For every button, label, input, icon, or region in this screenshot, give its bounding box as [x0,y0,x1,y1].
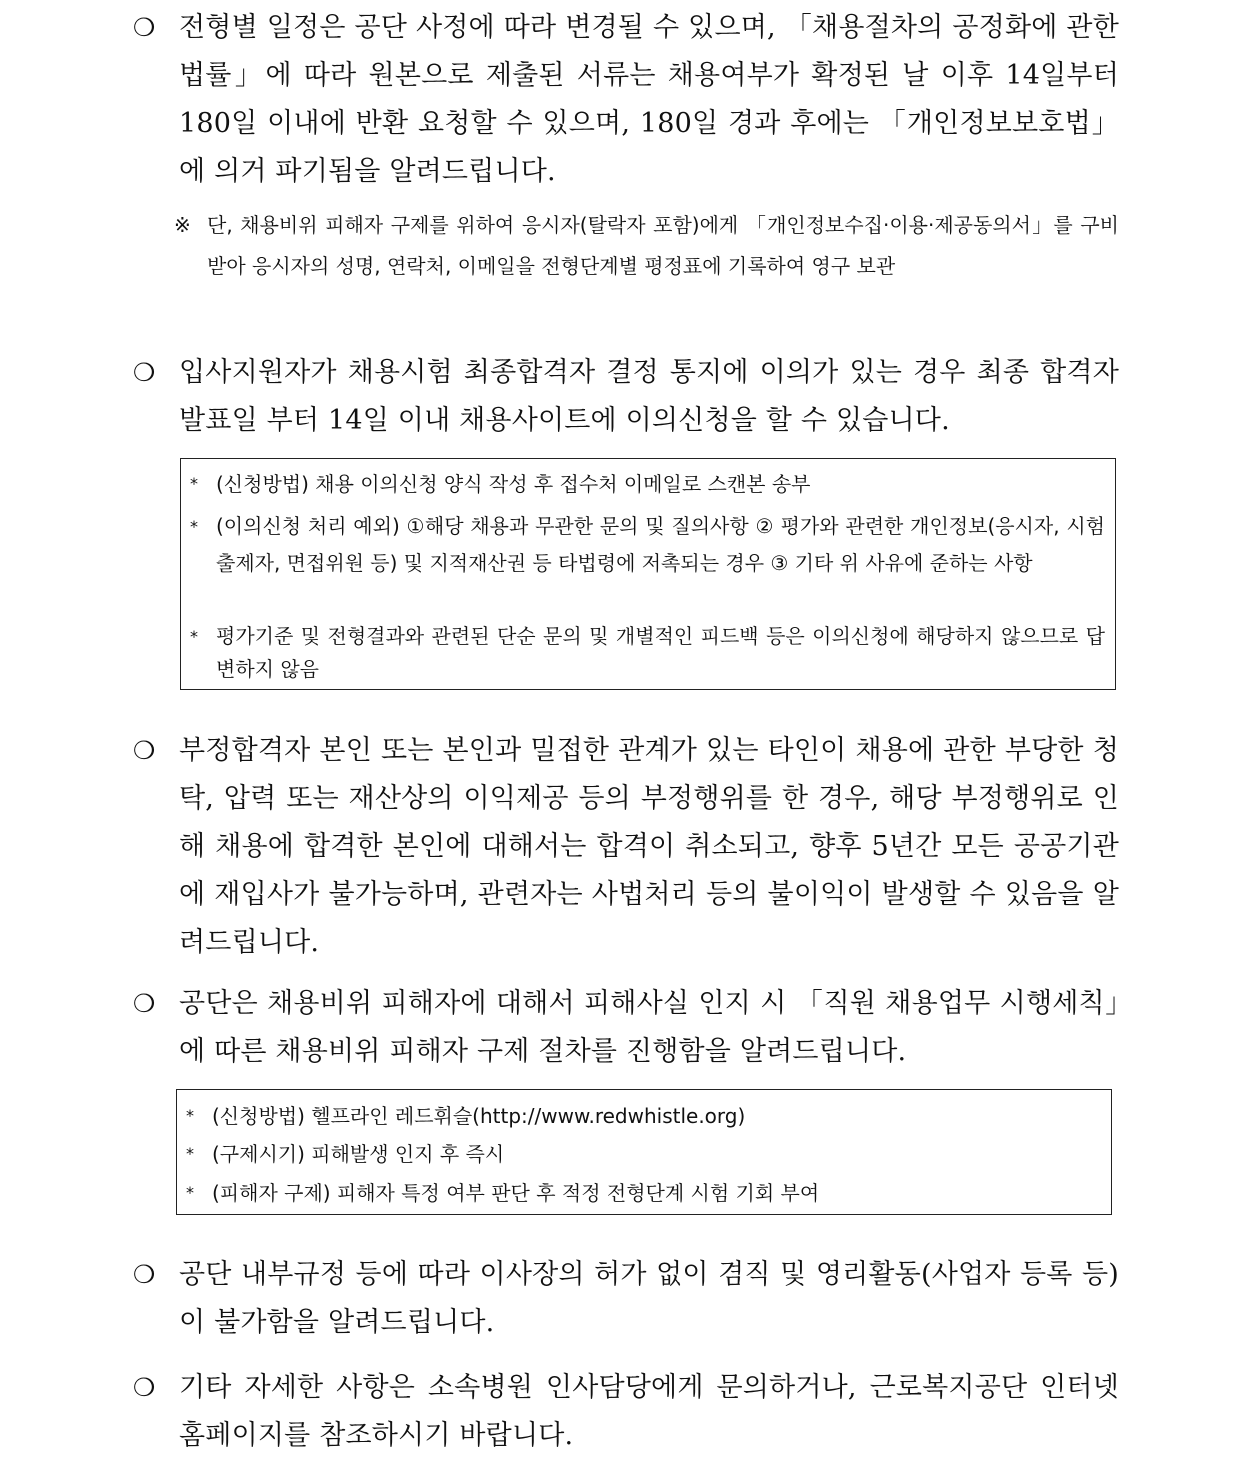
box-item-text: 평가기준 및 전형결과와 관련된 단순 문의 및 개별적인 피드백 등은 이의신청에 해당하지 않으므로 답변하지 않음 [216,624,1105,681]
circle-bullet-icon: ❍ [133,736,156,765]
box-item-text: (신청방법) 헬프라인 레드휘슬(http://www.redwhistle.org) [212,1104,746,1128]
relief-info-box [176,1089,1112,1215]
circle-bullet-icon: ❍ [133,13,156,42]
objection-info-box [180,458,1116,690]
circle-bullet-icon: ❍ [133,989,156,1018]
box-item-text: (이의신청 처리 예외) ①해당 채용과 무관한 문의 및 질의사항 ② 평가와 관련한 개인정보(응시자, 시험출제자, 면접위원 등) 및 지적재산권 등 타법령에 저촉되는 경우 ③ 기타 위 사유에 준하는 사항 [216,514,1105,575]
notice-item-text: 입사지원자가 채용시험 최종합격자 결정 통지에 이의가 있는 경우 최종 합격자 발표일 부터 14일 이내 채용사이트에 이의신청을 할 수 있습니다. [179,357,1119,436]
asterisk-icon: * [186,1106,194,1125]
notice-item-text: 공단 내부규정 등에 따라 이사장의 허가 없이 겸직 및 영리활동(사업자 등록 등)이 불가함을 알려드립니다. [179,1259,1119,1338]
asterisk-icon: * [190,517,198,536]
notice-item-text: 부정합격자 본인 또는 본인과 밀접한 관계가 있는 타인이 채용에 관한 부당한 청탁, 압력 또는 재산상의 이익제공 등의 부정행위를 한 경우, 해당 부정행위로 인해 채용에 합격한 본인에 대해서는 합격이 취소되고, 향후 5년간 모든 공공기관에 재입사가 불가능하며, 관련자는 사법처리 등의 불이익이 발생할 수 있음을 알려드립니다. [179,735,1119,958]
notice-item-text: 전형별 일정은 공단 사정에 따라 변경될 수 있으며, 「채용절차의 공정화에 관한 법률」에 따라 원본으로 제출된 서류는 채용여부가 확정된 날 이후 14일부터 180일 이내에 반환 요청할 수 있으며, 180일 경과 후에는 「개인정보보호법」에 의거 파기됨을 알려드립니다. [179,12,1119,187]
circle-bullet-icon: ❍ [133,358,156,387]
circle-bullet-icon: ❍ [133,1373,156,1402]
asterisk-icon: * [186,1183,194,1202]
box-item-text: (신청방법) 채용 이의신청 양식 작성 후 접수처 이메일로 스캔본 송부 [216,472,811,496]
circle-bullet-icon: ❍ [133,1260,156,1289]
asterisk-icon: * [190,474,198,493]
box-item-text: (구제시기) 피해발생 인지 후 즉시 [212,1142,505,1166]
asterisk-icon: * [186,1144,194,1163]
asterisk-icon: * [190,627,198,646]
notice-item-text: 기타 자세한 사항은 소속병원 인사담당에게 문의하거나, 근로복지공단 인터넷 홈페이지를 참조하시기 바랍니다. [179,1372,1119,1451]
notice-item-text: 공단은 채용비위 피해자에 대해서 피해사실 인지 시 「직원 채용업무 시행세칙」에 따른 채용비위 피해자 구제 절차를 진행함을 알려드립니다. [179,988,1119,1067]
reference-note-text: 단, 채용비위 피해자 구제를 위하여 응시자(탈락자 포함)에게 「개인정보수집·이용·제공동의서」를 구비받아 응시자의 성명, 연락처, 이메일을 전형단계별 평정표에 기록하여 영구 보관 [207,213,1119,278]
box-item-text: (피해자 구제) 피해자 특정 여부 판단 후 적정 전형단계 시험 기회 부여 [212,1181,820,1205]
reference-mark-icon: ※ [174,213,191,237]
